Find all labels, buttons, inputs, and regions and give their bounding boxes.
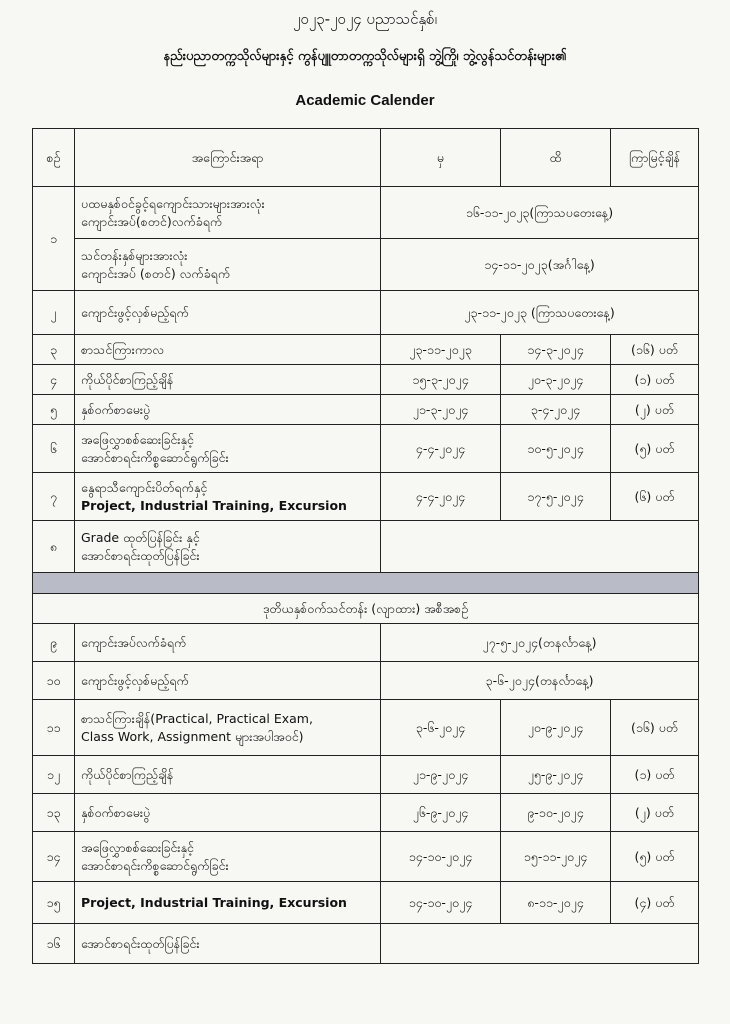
section-title-row <box>33 594 699 624</box>
row-activity: ကျောင်းအပ်လက်ခံရက် <box>75 624 381 662</box>
row-no: ၂ <box>33 291 75 335</box>
table-row <box>33 662 699 700</box>
row-no: ၄ <box>33 365 75 395</box>
row-no: ၁၄ <box>33 832 75 882</box>
row-from: ၃-၆-၂၀၂၄ <box>381 700 501 756</box>
table-row <box>33 924 699 964</box>
activity-line: အောင်စာရင်းကိစ္စဆောင်ရွက်ခြင်း <box>81 449 229 465</box>
row-to: ၃-၄-၂၀၂၄ <box>501 395 611 425</box>
academic-calendar-table <box>32 128 699 964</box>
row-duration: (၂) ပတ် <box>611 794 699 832</box>
row-date: ၁၄-၁၁-၂၀၂၃(အင်္ဂါနေ့) <box>381 239 699 291</box>
row-no: ၈ <box>33 521 75 573</box>
table-row <box>33 187 699 239</box>
activity-line: အောင်စာရင်းထုတ်ပြန်ခြင်း <box>81 547 200 563</box>
row-to: ၁၄-၃-၂၀၂၄ <box>501 335 611 365</box>
row-no: ၁၅ <box>33 882 75 924</box>
table-row <box>33 700 699 756</box>
row-activity: နှစ်ဝက်စာမေးပွဲ <box>75 395 381 425</box>
col-header-activity: အကြောင်းအရာ <box>75 129 381 187</box>
row-activity: ကျောင်းဖွင့်လှစ်မည့်ရက် <box>75 662 381 700</box>
row-from: ၁၄-၁၀-၂၀၂၄ <box>381 882 501 924</box>
row-to: ၂၀-၉-၂၀၂၄ <box>501 700 611 756</box>
row-activity <box>75 832 381 882</box>
row-date: ၂၇-၅-၂၀၂၄(တနင်္လာနေ့) <box>381 624 699 662</box>
row-to: ၁၇-၅-၂၀၂၄ <box>501 473 611 521</box>
row-activity: Project, Industrial Training, Excursion <box>75 882 381 924</box>
activity-line: ပထမနှစ်ဝင်ခွင့်ရကျောင်းသားများအားလုံး <box>81 195 265 211</box>
activity-line: အဖြေလွှာစစ်ဆေးခြင်းနှင့် <box>81 839 194 855</box>
row-no: ၅ <box>33 395 75 425</box>
row-no: ၆ <box>33 425 75 473</box>
table-row <box>33 756 699 794</box>
row-no: ၁ <box>33 187 75 291</box>
row-no: ၇ <box>33 473 75 521</box>
row-to: ၂၅-၉-၂၀၂၄ <box>501 756 611 794</box>
table-row <box>33 365 699 395</box>
activity-line: သင်တန်းနှစ်များအားလုံး <box>81 247 188 263</box>
row-from: ၄-၄-၂၀၂၄ <box>381 473 501 521</box>
row-activity <box>75 239 381 291</box>
table-row <box>33 832 699 882</box>
row-to: ၁၅-၁၁-၂၀၂၄ <box>501 832 611 882</box>
row-no: ၁၁ <box>33 700 75 756</box>
table-row <box>33 395 699 425</box>
table-row <box>33 335 699 365</box>
row-from: ၁၅-၃-၂၀၂၄ <box>381 365 501 395</box>
activity-line: ကျောင်းအပ်(စတင်)လက်ခံရက် <box>81 213 223 229</box>
table-row <box>33 425 699 473</box>
divider-cell <box>33 573 699 594</box>
row-empty <box>381 924 699 964</box>
header-year: ၂၀၂၃-၂၀၂၄ ပညာသင်နှစ်၊ <box>292 10 437 28</box>
row-date: ၁၆-၁၁-၂၀၂၃(ကြာသပတေးနေ့) <box>381 187 699 239</box>
row-activity: ကိုယ်ပိုင်စာကြည့်ချိန် <box>75 756 381 794</box>
row-from: ၂၃-၁၁-၂၀၂၃ <box>381 335 501 365</box>
row-duration: (၁၆) ပတ် <box>611 700 699 756</box>
row-from: ၂၁-၃-၂၀၂၄ <box>381 395 501 425</box>
row-duration: (၅) ပတ် <box>611 832 699 882</box>
row-no: ၁၀ <box>33 662 75 700</box>
row-duration: (၅) ပတ် <box>611 425 699 473</box>
row-from: ၁၄-၁၀-၂၀၂၄ <box>381 832 501 882</box>
row-no: ၃ <box>33 335 75 365</box>
row-duration: (၁၆) ပတ် <box>611 335 699 365</box>
table-row <box>33 239 699 291</box>
row-activity: ကိုယ်ပိုင်စာကြည့်ချိန် <box>75 365 381 395</box>
row-from: ၄-၄-၂၀၂၄ <box>381 425 501 473</box>
row-to: ၂၀-၃-၂၀၂၄ <box>501 365 611 395</box>
row-activity: စာသင်ကြားကာလ <box>75 335 381 365</box>
table-row <box>33 521 699 573</box>
section-title: ဒုတိယနှစ်ဝက်သင်တန်း (လျာထား) အစီအစဉ် <box>33 594 699 624</box>
row-to: ၁၀-၅-၂၀၂၄ <box>501 425 611 473</box>
row-date: ၃-၆-၂၀၂၄(တနင်္လာနေ့) <box>381 662 699 700</box>
row-activity: နှစ်ဝက်စာမေးပွဲ <box>75 794 381 832</box>
row-activity <box>75 700 381 756</box>
row-no: ၉ <box>33 624 75 662</box>
row-activity <box>75 473 381 521</box>
table-row <box>33 473 699 521</box>
header-subtitle: နည်းပညာတက္ကသိုလ်များနှင့် ကွန်ပျူတာတက္ကသိုလ်များရှိ ဘွဲ့ကြို၊ ဘွဲ့လွန်သင်တန်းများ၏ <box>163 49 567 64</box>
row-to: ၉-၁၀-၂၀၂၄ <box>501 794 611 832</box>
row-duration: (၁) ပတ် <box>611 756 699 794</box>
row-activity <box>75 187 381 239</box>
section-divider <box>33 573 699 594</box>
row-date: ၂၃-၁၁-၂၀၂၃ (ကြာသပတေးနေ့) <box>381 291 699 335</box>
activity-line: Project, Industrial Training, Excursion <box>81 497 347 513</box>
col-header-from: မှ <box>381 129 501 187</box>
row-duration: (၁) ပတ် <box>611 365 699 395</box>
row-duration: (၆) ပတ် <box>611 473 699 521</box>
activity-line: Grade ထုတ်ပြန်ခြင်း နှင့် <box>81 529 200 545</box>
row-duration: (၂) ပတ် <box>611 395 699 425</box>
table-row <box>33 794 699 832</box>
activity-line: အဖြေလွှာစစ်ဆေးခြင်းနှင့် <box>81 431 194 447</box>
col-header-duration: ကြာမြင့်ချိန် <box>611 129 699 187</box>
activity-line: ကျောင်းအပ် (စတင်) လက်ခံရက် <box>81 265 231 281</box>
row-activity <box>75 521 381 573</box>
row-from: ၂၆-၉-၂၀၂၄ <box>381 794 501 832</box>
row-to: ၈-၁၁-၂၀၂၄ <box>501 882 611 924</box>
activity-line: Class Work, Assignment များအပါအဝင်) <box>81 728 304 744</box>
row-activity <box>75 425 381 473</box>
activity-line: နွေရာသီကျောင်းပိတ်ရက်နှင့် <box>81 479 208 495</box>
table-row <box>33 291 699 335</box>
row-empty <box>381 521 699 573</box>
row-no: ၁၃ <box>33 794 75 832</box>
row-duration: (၄) ပတ် <box>611 882 699 924</box>
col-header-no: စဉ် <box>33 129 75 187</box>
activity-line: အောင်စာရင်းကိစ္စဆောင်ရွက်ခြင်း <box>81 857 229 873</box>
row-activity: ကျောင်းဖွင့်လှစ်မည့်ရက် <box>75 291 381 335</box>
row-no: ၁၂ <box>33 756 75 794</box>
row-no: ၁၆ <box>33 924 75 964</box>
row-from: ၂၁-၉-၂၀၂၄ <box>381 756 501 794</box>
table-row <box>33 624 699 662</box>
table-row <box>33 882 699 924</box>
row-activity: အောင်စာရင်းထုတ်ပြန်ခြင်း <box>75 924 381 964</box>
header-title: Academic Calender <box>295 92 435 109</box>
col-header-to: ထိ <box>501 129 611 187</box>
activity-line: စာသင်ကြားချိန်(Practical, Practical Exam, <box>81 710 313 726</box>
